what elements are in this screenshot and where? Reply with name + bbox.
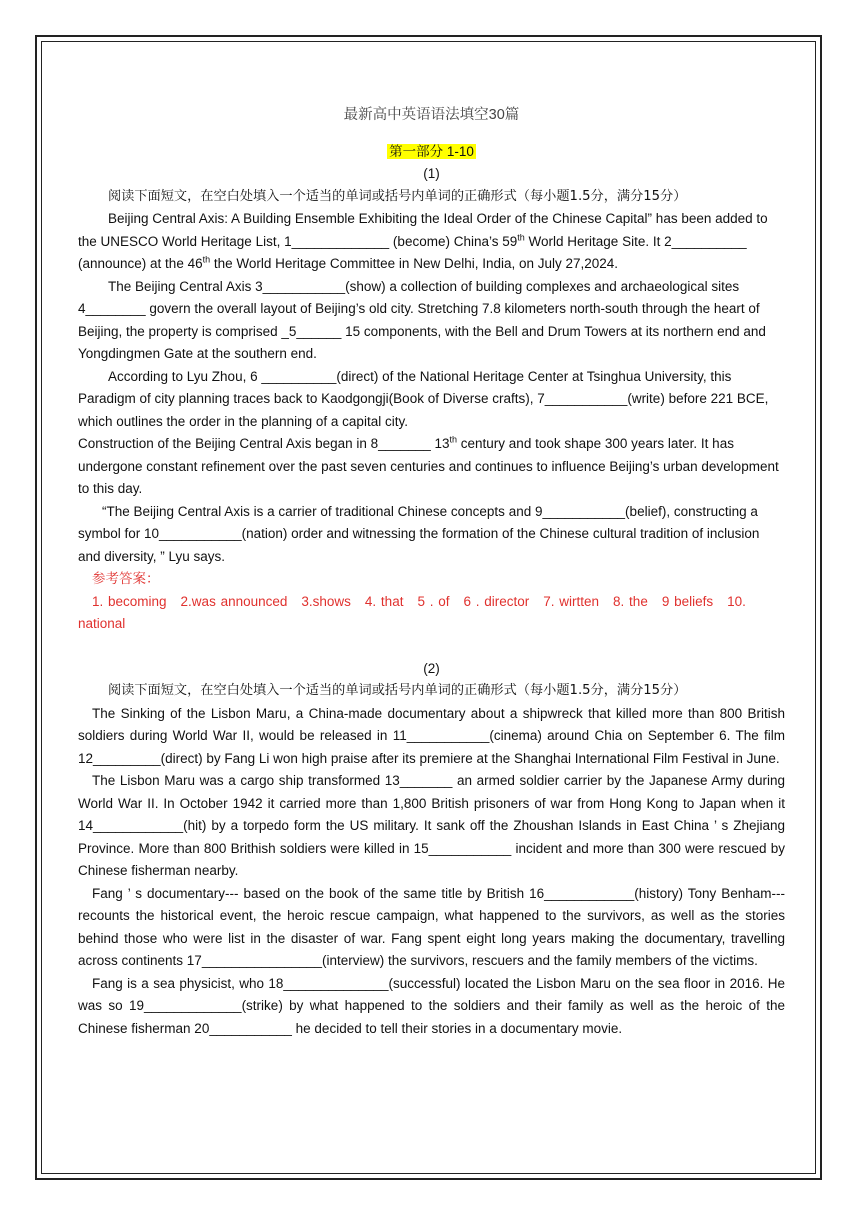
section-number: (1) [423, 166, 440, 181]
answer-item: 6 . director [463, 593, 530, 609]
answer-item: 1. becoming [92, 593, 167, 609]
paragraph: The Beijing Central Axis 3___________(show) a collection of building complexes and archaeological sites 4________ govern the overall layout of Beijing’s old city. Stretching 7.8 kilometers north-south through the heart of Beijing, the property is comprised _5______ 15 components, with the Bell and Drum Towers at its northern end and Yongdingmen Gate at the southern end. [78, 278, 766, 361]
section-instruction: 阅读下面短文，在空白处填入一个适当的单词或括号内单词的正确形式（每小题1.5分，满分15分） [108, 683, 687, 698]
answer-item: 2.was announced [180, 593, 288, 609]
paragraph: The Lisbon Maru was a cargo ship transformed 13_______ an armed soldier carrier by the Japanese Army during World War II. In October 1942 it carried more than 1,800 British prisoners of war from Hong Kong to Japan when it 14____________(hit) by a torpedo form the US military. It sank off the Zhoushan Islands in East China ’ s Zhejiang Province. More than 800 Brithish soldiers were killed in 15___________ incident and more than 300 were rescued by Chinese fisherman nearby. [78, 773, 785, 878]
answer-label: 参考答案： [92, 571, 160, 586]
section-instruction: 阅读下面短文，在空白处填入一个适当的单词或括号内单词的正确形式（每小题1.5分，满分15分） [108, 188, 687, 204]
paragraph: Construction of the Beijing Central Axis began in 8_______ 13th century and took shape 300 years later. It has undergone constant refinement over the past seven centuries and continues to influence Beijing’s urban development to this day. [78, 434, 779, 496]
document-body [78, 104, 785, 1040]
part-label: 第一部分 1-10 [389, 143, 474, 159]
paragraph: According to Lyu Zhou, 6 __________(direct) of the National Heritage Center at Tsinghua University, this Paradigm of city planning traces back to Kaodgongji(Book of Diverse crafts), 7___________(write) before 221 BCE, which outlines the order in the planning of a capital city. [78, 368, 769, 429]
answer-list [78, 591, 785, 636]
answer-item: 3.shows [301, 593, 351, 609]
paragraph: Fang is a sea physicist, who 18______________(successful) located the Lisbon Maru on the sea floor in 2016. He was so 19_____________(strike) by what happened to the soldiers and their family as well as the heroic of the Chinese fisherman 20___________ he decided to tell their stories in a documentary movie. [78, 975, 785, 1036]
answer-item: 4. that [364, 593, 404, 609]
answer-item: 9 beliefs [661, 593, 714, 609]
section-number: (2) [423, 660, 440, 676]
answer-item: 10. national [78, 593, 746, 631]
answer-item: 8. the [613, 593, 648, 609]
part-heading [78, 141, 785, 164]
answer-item: 7. wirtten [543, 593, 600, 609]
paragraph: Fang ’ s documentary--- based on the book of the same title by British 16____________(history) Tony Benham---recounts the historical event, the heroic rescue campaign, what happened to the survivors, as well as the stories behind those who were list in the disaster of war. Fang spent eight long years making the documentary, travelling across continents 17________________(interview) the survivors, rescuers and the family members of the victims. [78, 885, 785, 968]
answer-item: 5 . of [417, 593, 450, 609]
paragraph: “The Beijing Central Axis is a carrier of traditional Chinese concepts and 9___________(belief), constructing a symbol for 10___________(nation) order and witnessing the formation of the Chinese cultural tradition of inclusion and diversity, ” Lyu says. [78, 503, 760, 564]
paragraph: The Sinking of the Lisbon Maru, a China-made documentary about a shipwreck that killed more than 800 British soldiers during World War II, would be released in 11___________(cinema) around Chia on September 6. The film 12_________(direct) by Fang Li won high praise after its premiere at the Shanghai International Film Festival in June. [78, 705, 785, 766]
paragraph: Beijing Central Axis: A Building Ensemble Exhibiting the Ideal Order of the Chinese Capital” has been added to the UNESCO World Heritage List, 1_____________ (become) China’s 59th World Heritage Site. It 2__________ (announce) at the 46th the World Heritage Committee in New Delhi, India, on July 27,2024. [78, 211, 768, 271]
document-title: 最新高中英语语法填空30篇 [343, 107, 520, 123]
